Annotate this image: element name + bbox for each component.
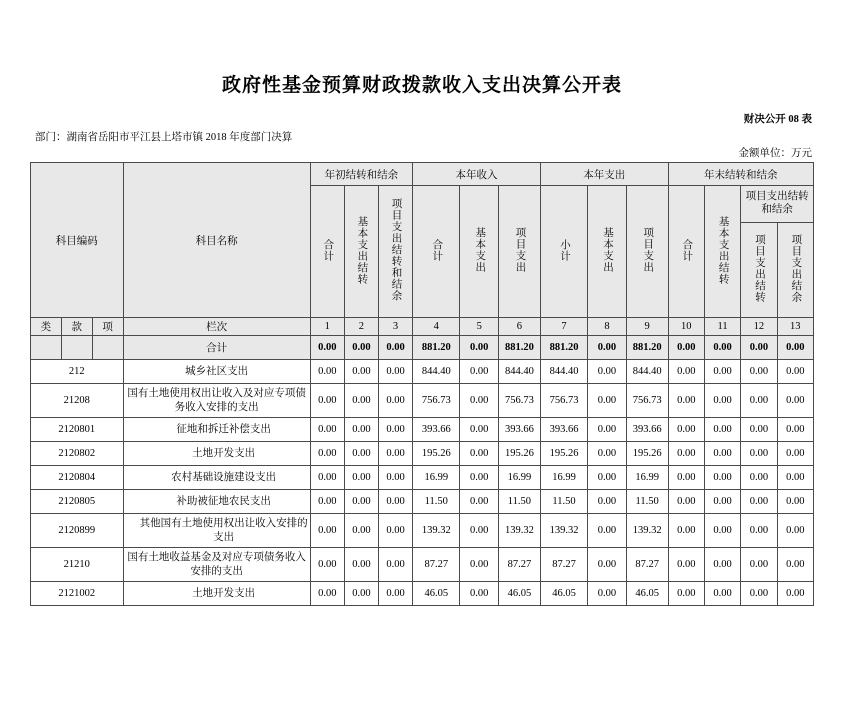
cell-value: 844.40 — [540, 360, 587, 384]
cell-value: 0.00 — [668, 360, 704, 384]
cell-value: 0.00 — [588, 418, 627, 442]
header-exp-subtotal: 小计 — [540, 186, 587, 318]
cell-value: 881.20 — [626, 336, 668, 360]
cell-value: 393.66 — [498, 418, 540, 442]
cell-value: 881.20 — [540, 336, 587, 360]
cell-value: 756.73 — [413, 384, 460, 418]
page-title: 政府性基金预算财政拨款收入支出决算公开表 — [221, 75, 622, 96]
cell-value: 0.00 — [741, 466, 777, 490]
cell-value: 0.00 — [378, 336, 412, 360]
col-number: 9 — [626, 318, 668, 336]
cell-value: 0.00 — [378, 360, 412, 384]
cell-value: 0.00 — [704, 490, 740, 514]
header-closing-sub: 项目支出结转和结余 — [741, 186, 814, 223]
cell-value: 16.99 — [540, 466, 587, 490]
cell-subject-name: 补助被征地农民支出 — [123, 490, 310, 514]
cell-value: 87.27 — [413, 548, 460, 582]
cell-value: 0.00 — [460, 360, 499, 384]
col-number: 6 — [498, 318, 540, 336]
cell-value: 87.27 — [626, 548, 668, 582]
cell-value: 0.00 — [777, 514, 813, 548]
cell-value: 0.00 — [310, 384, 344, 418]
header-closing-project-carry: 项目支出结转 — [741, 223, 777, 318]
cell-value: 844.40 — [498, 360, 540, 384]
table-row — [31, 418, 814, 442]
cell-value: 0.00 — [310, 336, 344, 360]
cell-value: 0.00 — [668, 548, 704, 582]
cell-value: 0.00 — [378, 442, 412, 466]
col-number: 2 — [344, 318, 378, 336]
cell-value: 881.20 — [498, 336, 540, 360]
cell-value: 0.00 — [310, 514, 344, 548]
cell-subject-code: 2120804 — [31, 466, 124, 490]
cell-value: 0.00 — [460, 384, 499, 418]
cell-value: 393.66 — [540, 418, 587, 442]
cell-value: 0.00 — [310, 360, 344, 384]
cell-value: 0.00 — [344, 384, 378, 418]
cell-value: 0.00 — [741, 384, 777, 418]
cell-value: 0.00 — [310, 490, 344, 514]
cell-value: 11.50 — [540, 490, 587, 514]
col-number: 7 — [540, 318, 587, 336]
cell-value: 0.00 — [741, 336, 777, 360]
table-row — [31, 548, 814, 582]
header-line-label: 栏次 — [123, 318, 310, 336]
cell-value: 756.73 — [498, 384, 540, 418]
cell-value: 0.00 — [378, 384, 412, 418]
cell-value: 0.00 — [460, 514, 499, 548]
col-number: 12 — [741, 318, 777, 336]
form-code: 财决公开 08 表 — [743, 114, 812, 125]
cell-value: 0.00 — [741, 360, 777, 384]
col-number: 10 — [668, 318, 704, 336]
cell-value: 0.00 — [704, 418, 740, 442]
cell-value: 0.00 — [668, 490, 704, 514]
cell-value: 0.00 — [777, 360, 813, 384]
col-number: 11 — [704, 318, 740, 336]
header-closing-basic-carry: 基本支出结转 — [704, 186, 740, 318]
header-exp-basic: 基本支出 — [588, 186, 627, 318]
cell-value: 139.32 — [540, 514, 587, 548]
department-info — [35, 130, 295, 145]
cell-value: 11.50 — [626, 490, 668, 514]
cell-value: 11.50 — [498, 490, 540, 514]
cell-value: 0.00 — [378, 418, 412, 442]
cell-value: 0.00 — [378, 490, 412, 514]
cell-value: 0.00 — [668, 582, 704, 606]
cell-value: 0.00 — [777, 466, 813, 490]
cell-subject-code: 212 — [31, 360, 124, 384]
col-number: 4 — [413, 318, 460, 336]
cell-value: 0.00 — [588, 336, 627, 360]
cell-subject-name: 国有土地使用权出让收入及对应专项债务收入安排的支出 — [123, 384, 310, 418]
cell-subject-code: 2120801 — [31, 418, 124, 442]
cell-value: 16.99 — [626, 466, 668, 490]
cell-value: 16.99 — [498, 466, 540, 490]
cell-value: 0.00 — [588, 466, 627, 490]
cell-value: 0.00 — [588, 514, 627, 548]
cell-value: 46.05 — [413, 582, 460, 606]
header-group-opening: 年初结转和结余 — [310, 163, 412, 186]
cell-value: 0.00 — [588, 548, 627, 582]
cell-value: 0.00 — [777, 548, 813, 582]
cell-value: 844.40 — [413, 360, 460, 384]
cell-value: 0.00 — [741, 582, 777, 606]
cell-value: 139.32 — [626, 514, 668, 548]
cell-value: 139.32 — [413, 514, 460, 548]
cell-value: 0.00 — [460, 442, 499, 466]
cell-subject-code: 2120899 — [31, 514, 124, 548]
cell-subject-name: 征地和拆迁补偿支出 — [123, 418, 310, 442]
cell-subject-code: 21208 — [31, 384, 124, 418]
cell-value: 0.00 — [777, 490, 813, 514]
header-income-total: 合计 — [413, 186, 460, 318]
cell-value: 0.00 — [310, 548, 344, 582]
col-number: 3 — [378, 318, 412, 336]
cell-value: 0.00 — [741, 548, 777, 582]
cell-value: 0.00 — [704, 336, 740, 360]
table-row — [31, 582, 814, 606]
cell-value: 0.00 — [704, 548, 740, 582]
cell-subject-code: 2121002 — [31, 582, 124, 606]
header-subject-name: 科目名称 — [123, 163, 310, 318]
cell-value: 0.00 — [741, 514, 777, 548]
cell-value: 0.00 — [741, 418, 777, 442]
cell-value: 0.00 — [460, 466, 499, 490]
cell-value: 0.00 — [310, 466, 344, 490]
cell-value: 0.00 — [588, 360, 627, 384]
cell-value: 46.05 — [498, 582, 540, 606]
cell-subject-name: 国有土地收益基金及对应专项债务收入安排的支出 — [123, 548, 310, 582]
cell-value: 195.26 — [626, 442, 668, 466]
cell-value: 0.00 — [668, 336, 704, 360]
department-value: 湖南省岳阳市平江县上塔市镇 2018 年度部门决算 — [66, 132, 293, 143]
cell-value: 756.73 — [540, 384, 587, 418]
cell-subject-code: 21210 — [31, 548, 124, 582]
cell-value: 195.26 — [540, 442, 587, 466]
header-opening-basic-carry: 基本支出结转 — [344, 186, 378, 318]
cell-value: 393.66 — [626, 418, 668, 442]
cell-value: 46.05 — [540, 582, 587, 606]
header-income-basic: 基本支出 — [460, 186, 499, 318]
cell-value: 0.00 — [704, 514, 740, 548]
cell-value: 0.00 — [344, 582, 378, 606]
cell-subject-name: 其他国有土地使用权出让收入安排的支出 — [123, 514, 310, 548]
cell-class — [31, 336, 62, 360]
header-group-expenditure: 本年支出 — [540, 163, 668, 186]
header-rank-class: 类 — [31, 318, 62, 336]
cell-subject-code: 2120805 — [31, 490, 124, 514]
cell-value: 844.40 — [626, 360, 668, 384]
cell-value: 0.00 — [344, 336, 378, 360]
cell-value: 0.00 — [344, 548, 378, 582]
cell-value: 0.00 — [378, 548, 412, 582]
col-number: 1 — [310, 318, 344, 336]
cell-value: 0.00 — [777, 442, 813, 466]
cell-value: 11.50 — [413, 490, 460, 514]
cell-value: 0.00 — [344, 490, 378, 514]
cell-value: 16.99 — [413, 466, 460, 490]
header-closing-total: 合计 — [668, 186, 704, 318]
cell-value: 0.00 — [588, 442, 627, 466]
cell-value: 0.00 — [704, 442, 740, 466]
cell-value: 0.00 — [777, 384, 813, 418]
cell-value: 87.27 — [540, 548, 587, 582]
cell-value: 0.00 — [704, 360, 740, 384]
cell-value: 0.00 — [668, 514, 704, 548]
table-row — [31, 466, 814, 490]
header-group-income: 本年收入 — [413, 163, 541, 186]
cell-value: 0.00 — [777, 418, 813, 442]
header-income-project: 项目支出 — [498, 186, 540, 318]
cell-value: 0.00 — [460, 336, 499, 360]
cell-value: 0.00 — [378, 466, 412, 490]
table-row — [31, 384, 814, 418]
cell-value: 0.00 — [344, 514, 378, 548]
header-opening-total: 合计 — [310, 186, 344, 318]
cell-value: 0.00 — [741, 490, 777, 514]
cell-value: 0.00 — [344, 466, 378, 490]
table-row-total — [31, 336, 814, 360]
cell-value: 0.00 — [704, 384, 740, 418]
header-opening-project-carry: 项目支出结转和结余 — [378, 186, 412, 318]
cell-value: 0.00 — [378, 582, 412, 606]
cell-value: 0.00 — [460, 582, 499, 606]
header-exp-project: 项目支出 — [626, 186, 668, 318]
cell-value: 0.00 — [344, 442, 378, 466]
document-page — [0, 70, 844, 722]
cell-value: 0.00 — [460, 548, 499, 582]
cell-value: 0.00 — [378, 514, 412, 548]
cell-value: 0.00 — [310, 582, 344, 606]
cell-value: 881.20 — [413, 336, 460, 360]
cell-value: 195.26 — [498, 442, 540, 466]
amount-unit: 金额单位：万元 — [738, 148, 812, 159]
cell-xiang — [92, 336, 123, 360]
table-row — [31, 490, 814, 514]
cell-value: 0.00 — [310, 442, 344, 466]
cell-value: 0.00 — [777, 582, 813, 606]
cell-value: 139.32 — [498, 514, 540, 548]
department-label: 部门： — [35, 132, 67, 143]
cell-value: 0.00 — [668, 466, 704, 490]
cell-value: 0.00 — [310, 418, 344, 442]
cell-value: 0.00 — [668, 442, 704, 466]
cell-value: 195.26 — [413, 442, 460, 466]
cell-subject-name: 合计 — [123, 336, 310, 360]
table-row — [31, 514, 814, 548]
cell-subject-name: 土地开发支出 — [123, 442, 310, 466]
cell-subject-name: 农村基础设施建设支出 — [123, 466, 310, 490]
cell-value: 0.00 — [460, 490, 499, 514]
cell-value: 0.00 — [344, 418, 378, 442]
header-group-closing: 年末结转和结余 — [668, 163, 813, 186]
cell-value: 0.00 — [704, 582, 740, 606]
cell-value: 0.00 — [344, 360, 378, 384]
meta-row — [30, 130, 814, 160]
cell-subject-code: 2120802 — [31, 442, 124, 466]
cell-kuan — [61, 336, 92, 360]
cell-value: 0.00 — [588, 490, 627, 514]
header-rank-xiang: 项 — [92, 318, 123, 336]
cell-value: 393.66 — [413, 418, 460, 442]
cell-value: 0.00 — [588, 582, 627, 606]
cell-value: 0.00 — [704, 466, 740, 490]
col-number: 13 — [777, 318, 813, 336]
cell-value: 0.00 — [668, 384, 704, 418]
cell-value: 0.00 — [588, 384, 627, 418]
cell-subject-name: 土地开发支出 — [123, 582, 310, 606]
cell-value: 0.00 — [777, 336, 813, 360]
table-row — [31, 360, 814, 384]
header-subject-code: 科目编码 — [31, 163, 124, 318]
table-row — [31, 442, 814, 466]
cell-value: 87.27 — [498, 548, 540, 582]
budget-table — [30, 162, 814, 606]
col-number: 5 — [460, 318, 499, 336]
cell-value: 0.00 — [460, 418, 499, 442]
cell-value: 0.00 — [741, 442, 777, 466]
cell-value: 756.73 — [626, 384, 668, 418]
cell-value: 46.05 — [626, 582, 668, 606]
cell-value: 0.00 — [668, 418, 704, 442]
header-closing-project-balance: 项目支出结余 — [777, 223, 813, 318]
header-rank-kuan: 款 — [61, 318, 92, 336]
column-number-row — [31, 318, 814, 336]
cell-subject-name: 城乡社区支出 — [123, 360, 310, 384]
col-number: 8 — [588, 318, 627, 336]
